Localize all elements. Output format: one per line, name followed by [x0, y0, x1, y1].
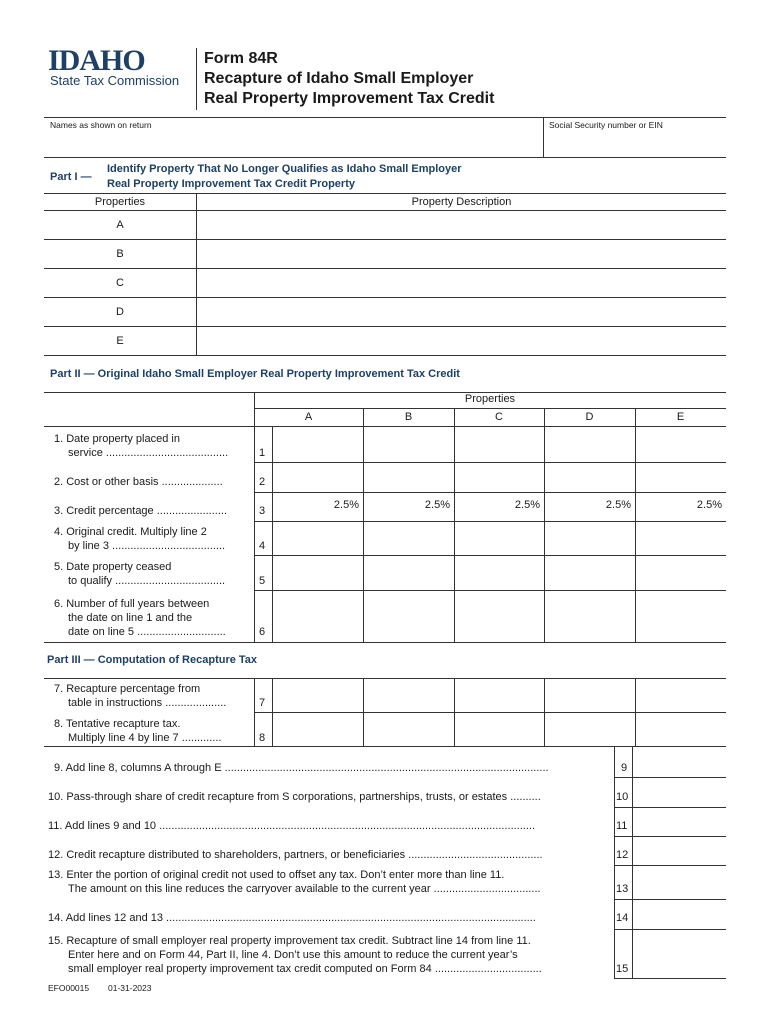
part1-title-line1: Identify Property That No Longer Qualifies as Idaho Small Employer [107, 163, 462, 175]
form-revision-date: 01-31-2023 [108, 983, 152, 993]
line7-number: 7 [259, 697, 266, 709]
line6-input-a[interactable] [273, 591, 362, 641]
property-a-description[interactable] [198, 211, 725, 239]
line7-input-c[interactable] [455, 679, 543, 711]
property-d-description[interactable] [198, 298, 725, 326]
line6-label-cont: the date on line 1 and the [68, 612, 193, 624]
line6-number: 6 [259, 626, 266, 638]
line3-pct-e: 2.5% [696, 499, 722, 511]
line6-label-cont2: date on line 5 ............................. [68, 626, 226, 638]
line3-pct-a: 2.5% [333, 499, 359, 511]
form-title-line1: Recapture of Idaho Small Employer [204, 70, 474, 87]
line13-number: 13 [616, 883, 629, 895]
part2-col-b: B [404, 411, 413, 423]
line8-input-a[interactable] [273, 713, 362, 745]
line12-number: 12 [616, 849, 629, 861]
names-bottom-border [44, 157, 726, 158]
line11-number: 11 [616, 820, 628, 832]
line4-label: 4. Original credit. Multiply line 2 [54, 526, 207, 538]
line1-label: 1. Date property placed in [54, 433, 180, 445]
property-e-description[interactable] [198, 327, 725, 355]
part1-title-line2: Real Property Improvement Tax Credit Property [107, 178, 355, 190]
line11-label: 11. Add lines 9 and 10 ........................................................................................................................... [48, 820, 536, 832]
line6-label: 6. Number of full years between [54, 598, 210, 610]
part3-bottom-border [614, 978, 726, 979]
line5-label-cont: to qualify .................................... [68, 575, 226, 587]
line2-input-a[interactable] [273, 463, 362, 491]
line4-number: 4 [259, 540, 266, 552]
line6-input-d[interactable] [545, 591, 634, 641]
line13-label: 13. Enter the portion of original credit not used to offset any tax. Don’t enter more than line 11. [48, 869, 505, 881]
line5-number: 5 [259, 575, 266, 587]
line7-input-d[interactable] [545, 679, 634, 711]
line7-input-b[interactable] [364, 679, 453, 711]
line7-input-e[interactable] [636, 679, 725, 711]
line3-label: 3. Credit percentage ....................... [54, 505, 228, 517]
names-ssn-divider [543, 117, 544, 157]
form-number: Form 84R [204, 50, 278, 67]
line3-pct-d: 2.5% [605, 499, 631, 511]
agency-name: State Tax Commission [50, 73, 180, 88]
line1-label-cont: service ........................................ [68, 447, 229, 459]
names-field[interactable] [46, 131, 542, 156]
part1-row-label-a: A [116, 219, 124, 231]
line12-label: 12. Credit recapture distributed to shareholders, partners, or beneficiaries ............................................ [48, 849, 543, 861]
line5-input-e[interactable] [636, 556, 725, 589]
line15-label-cont: Enter here and on Form 44, Part II, line 4. Don’t use this amount to reduce the current year’s [68, 949, 518, 961]
line8-label-cont: Multiply line 4 by line 7 ............. [68, 732, 222, 744]
ssn-label: Social Security number or EIN [549, 120, 663, 130]
part1-prefix: Part I — [50, 171, 92, 183]
line14-input[interactable] [633, 900, 725, 928]
line14-label: 14. Add lines 12 and 13 ......................................................................................................................... [48, 912, 536, 924]
part2-properties-header: Properties [464, 393, 516, 405]
line8-input-d[interactable] [545, 713, 634, 745]
part1-row-label-c: C [116, 277, 124, 289]
part1-row-label-b: B [116, 248, 124, 260]
line6-input-e[interactable] [636, 591, 725, 641]
line4-input-c[interactable] [455, 522, 543, 554]
line4-input-d[interactable] [545, 522, 634, 554]
line14-number: 14 [616, 912, 629, 924]
part3-linenum-left-divider [614, 746, 615, 978]
line13-label-cont: The amount on this line reduces the carryover available to the current year ................................... [68, 883, 541, 895]
line1-input-d[interactable] [545, 427, 634, 461]
part1-row-label-d: D [116, 306, 124, 318]
property-b-description[interactable] [198, 240, 725, 268]
line8-number: 8 [259, 732, 266, 744]
line3-number: 3 [259, 505, 266, 517]
line1-input-c[interactable] [455, 427, 543, 461]
part1-bottom-border [44, 355, 726, 356]
line13-input[interactable] [633, 866, 725, 898]
line2-input-c[interactable] [455, 463, 543, 491]
line15-number: 15 [616, 963, 629, 975]
line15-label: 15. Recapture of small employer real property improvement tax credit. Subtract line 14 from line 11. [48, 935, 531, 947]
row-divider [254, 492, 726, 493]
part3-title: Part III — Computation of Recapture Tax [47, 654, 258, 666]
line5-input-d[interactable] [545, 556, 634, 589]
part2-bottom-border [44, 642, 726, 643]
part1-row-label-e: E [116, 335, 124, 347]
line7-input-a[interactable] [273, 679, 362, 711]
line3-pct-b: 2.5% [424, 499, 450, 511]
line6-input-c[interactable] [455, 591, 543, 641]
form-code: EFO00015 [48, 983, 90, 993]
header-divider [196, 48, 197, 110]
line12-input[interactable] [633, 837, 725, 864]
names-label: Names as shown on return [50, 120, 152, 130]
line1-input-a[interactable] [273, 427, 362, 461]
line4-input-e[interactable] [636, 522, 725, 554]
line3-pct-c: 2.5% [514, 499, 540, 511]
line5-input-a[interactable] [273, 556, 362, 589]
line7-label: 7. Recapture percentage from [54, 683, 201, 695]
form-title-line2: Real Property Improvement Tax Credit [204, 90, 495, 107]
line2-input-b[interactable] [364, 463, 453, 491]
line9-label: 9. Add line 8, columns A through E .......................................................................................................... [54, 762, 549, 774]
idaho-logo: IDAHO [48, 44, 145, 77]
line8-input-b[interactable] [364, 713, 453, 745]
line11-input[interactable] [633, 808, 725, 835]
line10-label: 10. Pass-through share of credit recapture from S corporations, partnerships, trusts, or estates .......... [48, 791, 541, 803]
ssn-field[interactable] [546, 131, 724, 156]
line10-number: 10 [616, 791, 629, 803]
part2-label-divider [254, 392, 255, 642]
line1-input-b[interactable] [364, 427, 453, 461]
line8-bottom-border [44, 746, 726, 747]
names-top-border [44, 117, 726, 118]
line8-input-e[interactable] [636, 713, 725, 745]
line6-input-b[interactable] [364, 591, 453, 641]
part1-col-properties: Properties [94, 196, 146, 208]
line10-input[interactable] [633, 778, 725, 806]
property-c-description[interactable] [198, 269, 725, 297]
line8-label: 8. Tentative recapture tax. [54, 718, 181, 730]
part2-properties-underline [254, 408, 726, 409]
part1-top-border [44, 193, 726, 194]
line7-label-cont: table in instructions .................... [68, 697, 227, 709]
line8-input-c[interactable] [455, 713, 543, 745]
part2-col-a: A [304, 411, 313, 423]
line2-number: 2 [259, 476, 266, 488]
part2-col-e: E [676, 411, 685, 423]
line9-input[interactable] [633, 747, 725, 776]
line4-label-cont: by line 3 ..................................... [68, 540, 226, 552]
line15-input[interactable] [633, 930, 725, 977]
line2-label: 2. Cost or other basis .................... [54, 476, 223, 488]
line1-input-e[interactable] [636, 427, 725, 461]
line2-input-d[interactable] [545, 463, 634, 491]
line5-input-b[interactable] [364, 556, 453, 589]
part1-col-divider [196, 193, 197, 355]
line9-number: 9 [621, 762, 628, 774]
part2-col-c: C [495, 411, 503, 423]
line1-number: 1 [259, 447, 266, 459]
line5-label: 5. Date property ceased [54, 561, 172, 573]
part1-col-description: Property Description [411, 196, 512, 208]
line15-label-cont2: small employer real property improvement tax credit computed on Form 84 ................................... [68, 963, 542, 975]
line4-input-b[interactable] [364, 522, 453, 554]
line2-input-e[interactable] [636, 463, 725, 491]
line4-input-a[interactable] [273, 522, 362, 554]
part2-title: Part II — Original Idaho Small Employer Real Property Improvement Tax Credit [50, 368, 460, 380]
part2-col-d: D [585, 411, 594, 423]
line5-input-c[interactable] [455, 556, 543, 589]
